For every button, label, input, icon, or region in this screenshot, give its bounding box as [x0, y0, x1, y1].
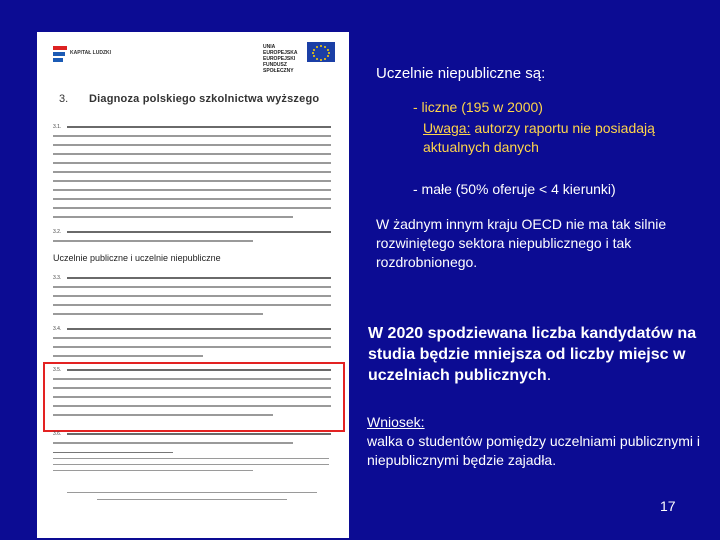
para-number: 3.2.	[53, 229, 62, 235]
page-number: 17	[660, 498, 676, 514]
kapital-ludzki-logo	[53, 44, 113, 70]
oecd-paragraph: W żadnym innym kraju OECD nie ma tak silnie rozwiniętego sektora niepublicznego i tak rozdrobnionego.	[376, 216, 667, 270]
note-text: autorzy raportu nie posiadają aktualnych danych	[423, 120, 655, 155]
note	[423, 119, 693, 157]
eu-logo	[263, 40, 335, 74]
para-number: 3.3.	[53, 275, 62, 281]
section-number: 3.	[59, 93, 69, 105]
section-title: Diagnoza polskiego szkolnictwa wyższego	[89, 93, 320, 105]
para-number: 3.4.	[53, 326, 62, 332]
conclusion-label: Wniosek:	[367, 414, 425, 430]
note-label: Uwaga:	[423, 120, 471, 136]
eu-logo-text: UNIA EUROPEJSKA EUROPEJSKI FUNDUSZ SPOŁECZNY	[263, 44, 298, 74]
report-page-image	[37, 32, 349, 538]
conclusion-text: walka o studentów pomiędzy uczelniami publicznymi i niepublicznymi będzie zajadła.	[367, 433, 701, 468]
bullet-many: - liczne (195 w 2000)	[413, 99, 543, 115]
conclusion	[367, 413, 712, 470]
document-subheading: Uczelnie publiczne i uczelnie niepubliczne	[53, 253, 221, 263]
forecast-text: W 2020 spodziewana liczba kandydatów na studia będzie mniejsza od liczby miejsc w uczelniach publicznych	[368, 325, 697, 384]
para-number: 3.6.	[53, 431, 62, 437]
slide-heading: Uczelnie niepubliczne są:	[376, 65, 546, 82]
highlight-box	[43, 362, 345, 432]
para-number: 3.5.	[53, 367, 62, 373]
logo-left-text: KAPITAŁ LUDZKI	[70, 50, 112, 56]
bullet-small: - małe (50% oferuje < 4 kierunki)	[413, 181, 616, 197]
forecast-tail: .	[546, 367, 552, 384]
forecast-paragraph	[368, 323, 718, 386]
eu-flag-icon	[307, 42, 335, 62]
footnote-rule	[53, 452, 173, 453]
para-number: 3.1.	[53, 124, 62, 130]
